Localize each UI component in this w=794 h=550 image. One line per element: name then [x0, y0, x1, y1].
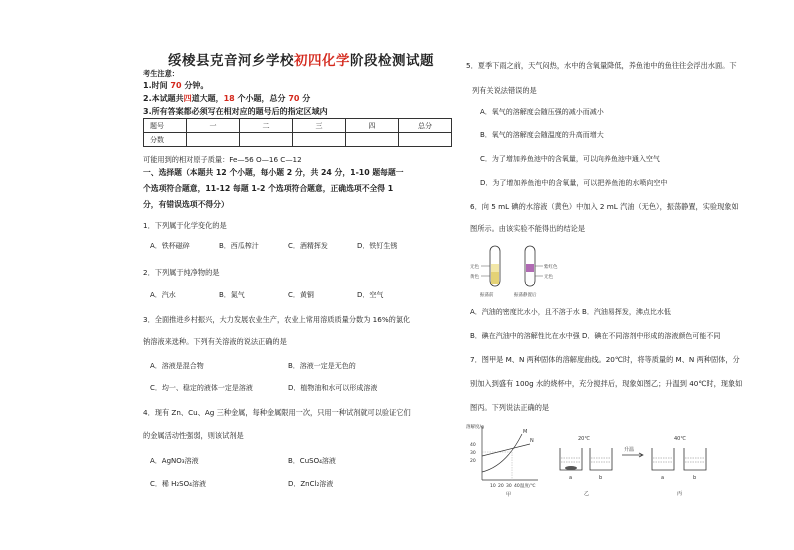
q2-option-c[interactable]: C．黄铜	[288, 291, 314, 299]
q4-stem-line-2: 的金属活动性强弱，则该试剂是	[143, 431, 244, 440]
tube-label: 黄色	[470, 275, 479, 280]
q3-stem-line-1: 3．全面推进乡村振兴，大力发展农业生产，农业上常用溶质质量分数为 16%的氯化	[143, 315, 411, 324]
score-cell: 二	[240, 119, 293, 133]
score-cell: 分数	[144, 133, 187, 147]
q4-option-c[interactable]: C．稀 H₂SO₄溶液	[150, 480, 206, 488]
q6-option-cd[interactable]: B．碘在汽油中的溶解性比在水中强 D．碘在不同溶剂中形成的溶液颜色可能不同	[470, 332, 721, 340]
q6-option-ab[interactable]: A．汽油的密度比水小，且不溶于水 B．汽油易挥发，沸点比水低	[470, 308, 671, 316]
title-suffix: 阶段检测试题	[350, 53, 434, 69]
q3-option-a[interactable]: A．溶液是混合物	[150, 362, 204, 370]
q7-stem-line-3: 图丙。下列说法正确的是	[470, 403, 550, 412]
score-table-header-row	[144, 119, 452, 133]
q3-option-c[interactable]: C．均一、稳定的液体一定是溶液	[150, 384, 253, 392]
score-cell: 三	[293, 119, 346, 133]
q7-stem-line-1: 7．图甲是 M、N 两种固体的溶解度曲线。20℃时，将等质量的 M、N 两种固体，分	[470, 355, 740, 364]
tube-caption: 振荡静置后	[514, 293, 537, 298]
notice-line-3: 3.所有答案都必须写在相对应的题号后的指定区域内	[143, 107, 328, 116]
section1-line-2: 个选项符合题意，11-12 每题 1-2 个选项符合题意，正确选项不全得 1	[143, 184, 394, 193]
beaker-label: a	[661, 475, 665, 481]
notice-line-1: 1.时间 70 分钟。	[143, 81, 209, 90]
beaker-temp: 40℃	[674, 436, 686, 442]
q3-option-d[interactable]: D．植物油和水可以形成溶液	[288, 384, 378, 392]
q5-option-c[interactable]: C．为了增加养鱼池中的含氧量，可以向养鱼池中通入空气	[480, 155, 660, 163]
title-subject: 初四化学	[294, 53, 350, 69]
q7-beakers-yi	[556, 432, 620, 498]
graph-xtick: 20	[498, 484, 504, 489]
score-input-cell[interactable]	[187, 133, 240, 147]
beaker-caption: 乙	[584, 491, 590, 497]
curve-label-m: M	[523, 429, 528, 435]
q4-option-a[interactable]: A．AgNO₃溶液	[150, 457, 199, 465]
score-input-cell[interactable]	[399, 133, 452, 147]
q5-stem-line-1: 5．夏季下雨之前，天气闷热，水中的含氧量降低，养鱼池中的鱼往往会浮出水面。下	[466, 61, 737, 70]
q4-option-d[interactable]: D．ZnCl₂溶液	[288, 480, 334, 488]
beaker-label: b	[693, 475, 697, 481]
score-cell: 四	[346, 119, 399, 133]
graph-caption: 甲	[506, 492, 512, 498]
score-input-cell[interactable]	[293, 133, 346, 147]
q1-option-c[interactable]: C．酒精挥发	[288, 242, 328, 250]
q2-option-a[interactable]: A．汽水	[150, 291, 176, 299]
heat-arrow	[620, 444, 646, 464]
q5-option-a[interactable]: A．氧气的溶解度会随压强的减小而减小	[480, 108, 604, 116]
q4-option-b[interactable]: B．CuSO₄溶液	[288, 457, 336, 465]
q5-option-d[interactable]: D．为了增加养鱼池中的含氧量，可以把养鱼池的水喷向空中	[480, 179, 668, 187]
beaker-caption: 丙	[677, 491, 683, 497]
section1-line-1: 一、选择题（本题共 12 个小题，每小题 2 分，共 24 分，1-10 题每题一	[143, 168, 404, 177]
atomic-mass-line: 可能用到的相对原子质量：Fe—56 O—16 C—12	[143, 155, 302, 164]
tube-label: 无色	[470, 265, 479, 270]
q5-stem-line-2: 列有关说法错误的是	[472, 86, 537, 95]
notice-line-2: 2.本试题共四道大题，18 个小题，总分 70 分	[143, 94, 311, 103]
q7-stem-line-2: 别加入到盛有 100g 水的烧杯中，充分搅拌后，现象如图乙；升温到 40℃时，现象如	[470, 379, 743, 388]
curve-label-n: N	[530, 438, 534, 444]
score-table-score-row	[144, 133, 452, 147]
tube-label: 紫红色	[544, 265, 558, 270]
tube-caption: 振荡前	[480, 293, 494, 298]
graph-ylabel: 溶解度/g	[466, 425, 484, 430]
notice-label: 考生注意：	[143, 69, 179, 78]
beaker-temp: 20℃	[578, 436, 590, 442]
q7-beakers-bing	[646, 432, 716, 498]
q7-solubility-graph	[466, 420, 546, 498]
q4-stem-line-1: 4．现有 Zn、Cu、Ag 三种金属，每种金属限用一次，只用一种试剂就可以验证它们	[143, 408, 411, 417]
score-input-cell[interactable]	[346, 133, 399, 147]
q3-option-b[interactable]: B．溶液一定是无色的	[288, 362, 356, 370]
graph-xtick: 40	[514, 484, 520, 489]
graph-xtick: 10	[490, 484, 496, 489]
q1-option-a[interactable]: A．铁杯磁碎	[150, 242, 190, 250]
q2-stem: 2．下列属于纯净物的是	[143, 268, 220, 277]
page-title	[168, 49, 434, 69]
score-cell: 题号	[144, 119, 187, 133]
score-table	[143, 118, 452, 147]
graph-ytick: 30	[470, 451, 476, 456]
title-school: 绥棱县克音河乡学校	[168, 53, 294, 69]
q6-test-tube-figure	[470, 242, 580, 300]
arrow-label: 升温	[624, 447, 635, 453]
score-cell: 总分	[399, 119, 452, 133]
score-input-cell[interactable]	[240, 133, 293, 147]
tube-label: 无色	[544, 275, 553, 280]
section1-line-3: 分，有错误选项不得分）	[143, 200, 229, 209]
beaker-label: a	[569, 475, 573, 481]
graph-ytick: 40	[470, 443, 476, 448]
q2-option-d[interactable]: D．空气	[357, 291, 384, 299]
graph-xtick: 30	[506, 484, 512, 489]
graph-ytick: 20	[470, 459, 476, 464]
beaker-label: b	[599, 475, 603, 481]
q1-stem: 1．下列属于化学变化的是	[143, 221, 227, 230]
score-cell: 一	[187, 119, 240, 133]
q3-stem-line-2: 钠溶液来选种。下列有关溶液的说法正确的是	[143, 337, 287, 346]
q2-option-b[interactable]: B．氮气	[219, 291, 245, 299]
q5-option-b[interactable]: B．氧气的溶解度会随温度的升高而增大	[480, 131, 604, 139]
q1-option-d[interactable]: D．铁钉生锈	[357, 242, 398, 250]
q6-stem-line-2: 图所示。由该实验不能得出的结论是	[470, 224, 586, 233]
graph-xlabel: 温度/℃	[520, 484, 536, 489]
q1-option-b[interactable]: B．西瓜榨汁	[219, 242, 259, 250]
q6-stem-line-1: 6．向 5 mL 碘的水溶液（黄色）中加入 2 mL 汽油（无色），振荡静置，实验现象如	[470, 202, 739, 211]
